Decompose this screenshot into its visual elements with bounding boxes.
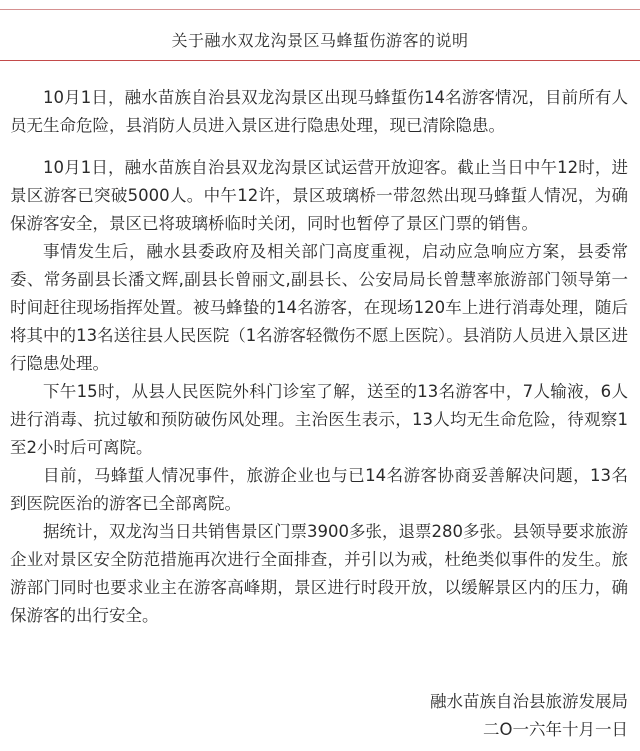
signature-date: 二O一六年十月一日 [483,720,628,739]
paragraph-incident: 10月1日，融水苗族自治县双龙沟景区试运营开放迎客。截止当日中午12时，进景区游客已突破5000人。中午12许，景区玻璃桥一带忽然出现马蜂蜇人情况，为确保游客安全，景区已将玻璃桥临时关闭，同时也暂停了景区门票的销售。 [10,158,628,233]
paragraph-hospital: 下午15时，从县人民医院外科门诊室了解，送至的13名游客中，7人输液，6人进行消毒、抗过敏和预防破伤风处理。主治医生表示，13人均无生命危险，待观察1至2小时后可离院。 [10,382,628,457]
signature-block [430,688,628,744]
paragraph-summary: 10月1日，融水苗族自治县双龙沟景区出现马蜂蜇伤14名游客情况，目前所有人员无生命危险，县消防人员进入景区进行隐患处理，现已清除隐患。 [10,88,628,135]
page-title: 关于融水双龙沟景区马蜂蜇伤游客的说明 [171,31,469,50]
paragraph-resolution: 目前，马蜂蜇人情况事件，旅游企业也与已14名游客协商妥善解决问题，13名到医院医治的游客已全部离院。 [10,466,628,513]
document-body [10,84,628,630]
document-header [0,0,640,62]
paragraph-response: 事情发生后，融水县委政府及相关部门高度重视，启动应急响应方案，县委常委、常务副县长潘文辉,副县长曾丽文,副县长、公安局局长曾慧率旅游部门领导第一时间赶往现场指挥处置。被马蜂蛰的14名游客，在现场120车上进行消毒处理，随后将其中的13名送往县人民医院（1名游客轻微伤不愿上医院）。县消防人员进入景区进行隐患处理。 [10,242,628,373]
paragraph-statistics: 据统计，双龙沟当日共销售景区门票3900多张，退票280多张。县领导要求旅游企业对景区安全防范措施再次进行全面排查，并引以为戒，杜绝类似事件的发生。旅游部门同时也要求业主在游客高峰期，景区进行时段开放，以缓解景区内的压力，确保游客的出行安全。 [10,522,628,625]
top-divider [0,9,640,10]
title-divider [0,60,640,61]
signature-organization: 融水苗族自治县旅游发展局 [430,692,628,711]
